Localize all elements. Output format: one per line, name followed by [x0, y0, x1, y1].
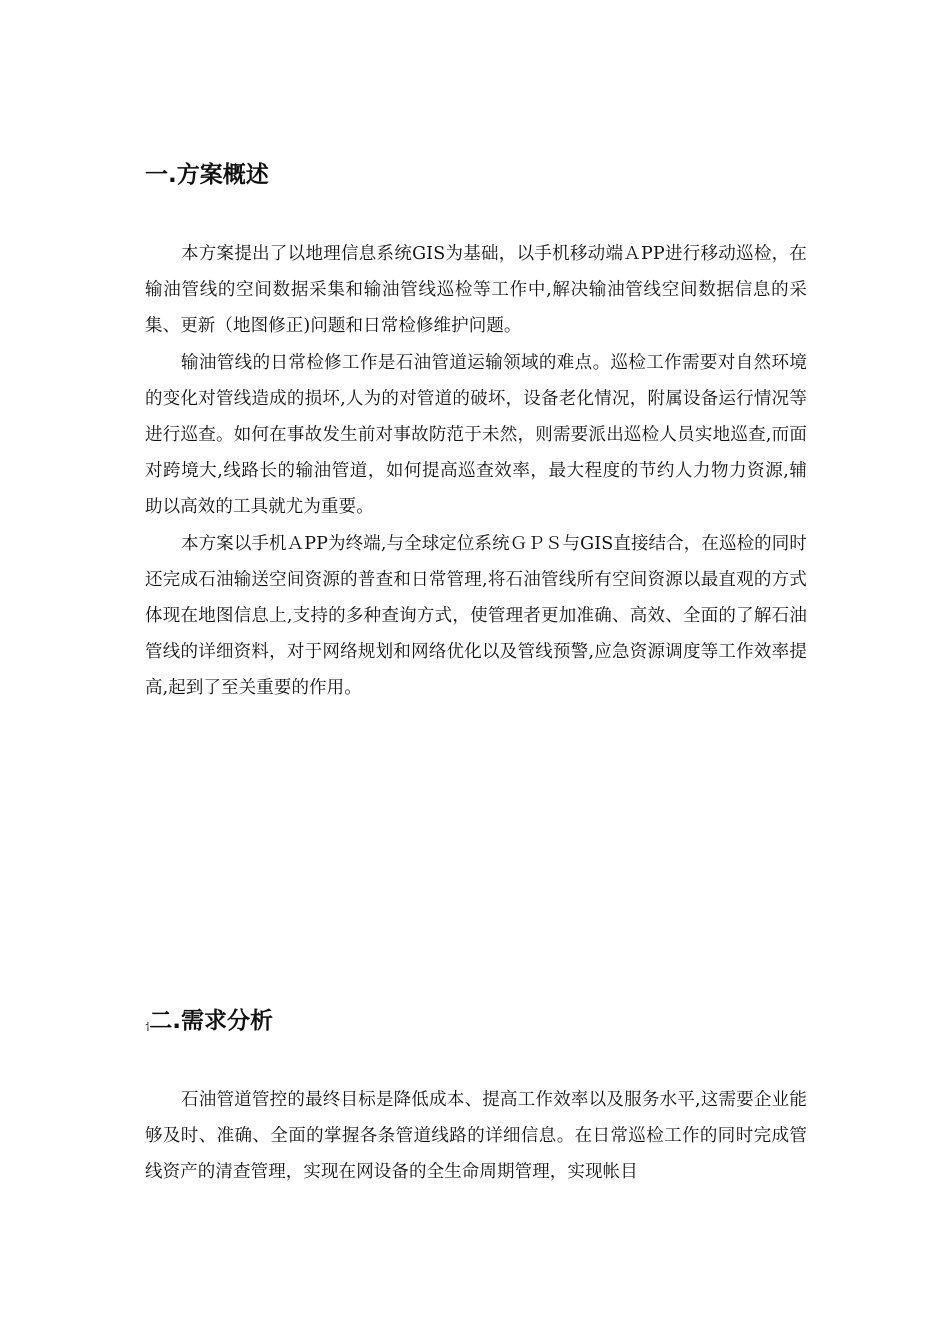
paragraph: 输油管线的日常检修工作是石油管道运输领域的难点。巡检工作需要对自然环境的变化对管线造成的损坏,人为的对管道的破坏，设备老化情况，附属设备运行情况等进行巡查。如何在事故发生前对事故防范于未然，则需要派出巡检人员实地巡查,而面对跨境大,线路长的输油管道，如何提高巡查效率，最大程度的节约人力物力资源,辅助以高效的工具就尤为重要。	[145, 352, 807, 518]
section-heading-requirements	[145, 1006, 273, 1042]
section-body-requirements	[145, 1082, 807, 1191]
section-heading-overview	[145, 160, 269, 190]
anchor-mark-icon: ⸶	[145, 1020, 151, 1034]
section-heading-text: 一.方案概述	[145, 162, 269, 188]
section-heading-text: 二.需求分析	[149, 1008, 273, 1034]
paragraph: 本方案提出了以地理信息系统GIS为基础，以手机移动端ＡPP进行移动巡检，在输油管线的空间数据采集和输油管线巡检等工作中,解决输油管线空间数据信息的采集、更新（地图修正)问题和日常检修维护问题。	[145, 244, 807, 337]
paragraph: 石油管道管控的最终目标是降低成本、提高工作效率以及服务水平,这需要企业能够及时、准确、全面的掌握各条管道线路的详细信息。在日常巡检工作的同时完成管线资产的清查管理，实现在网设备的全生命周期管理，实现帐目	[145, 1090, 807, 1183]
paragraph: 本方案以手机ＡPP为终端,与全球定位系统ＧＰＳ与GIS直接结合，在巡检的同时还完成石油输送空间资源的普查和日常管理,将石油管线所有空间资源以最直观的方式体现在地图信息上,支持的多种查询方式，使管理者更加准确、高效、全面的了解石油管线的详细资料，对于网络规划和网络优化以及管线预警,应急资源调度等工作效率提高,起到了至关重要的作用。	[145, 533, 807, 699]
section-body-overview	[145, 236, 807, 707]
